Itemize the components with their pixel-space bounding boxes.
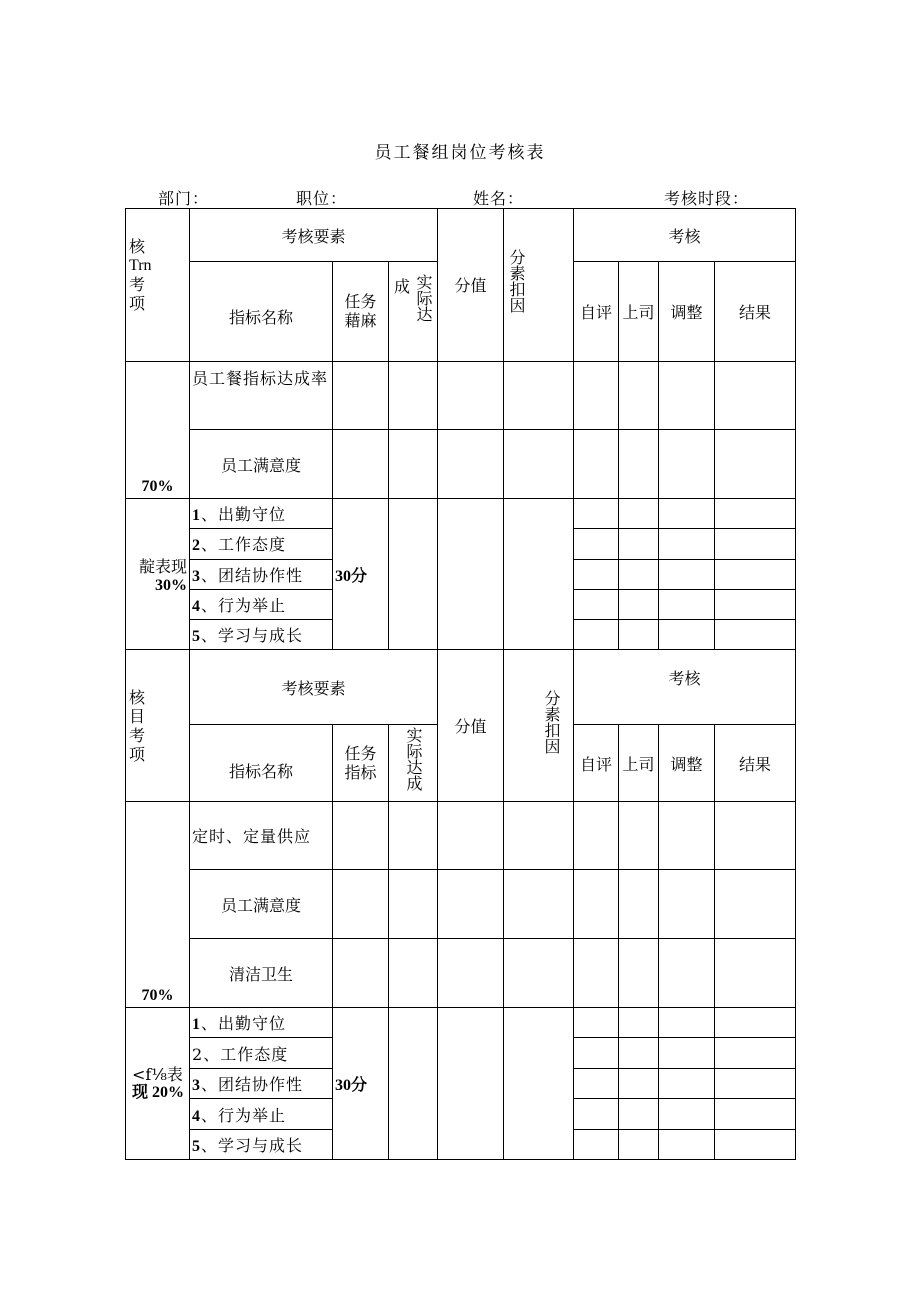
factors-header: 考核要素 [190, 650, 438, 725]
dept-label: 部门： [158, 189, 210, 208]
rating-cell[interactable] [659, 802, 715, 870]
name-label: 姓名： [473, 189, 525, 208]
boss-header: 上司 [619, 262, 659, 361]
rating-cell[interactable] [619, 1130, 659, 1160]
rating-cell[interactable] [574, 429, 619, 498]
rating-cell[interactable] [659, 499, 715, 529]
item-header: 核 目 考 项 [126, 650, 190, 802]
rating-cell[interactable] [619, 1008, 659, 1038]
self-header: 自评 [574, 262, 619, 361]
behavior-label-cell: <f⅛表 现 20% [126, 1008, 190, 1160]
kpi-item: 清洁卫生 [190, 939, 333, 1008]
behavior-score: 30分 [333, 1008, 389, 1160]
assessment-table-2 [125, 649, 796, 1160]
rating-cell[interactable] [715, 589, 796, 619]
blank-cell [333, 429, 389, 498]
rating-cell[interactable] [619, 429, 659, 498]
assessment-table-1 [125, 208, 796, 650]
blank-cell [389, 802, 438, 870]
blank-cell [333, 870, 389, 939]
position-label: 职位： [296, 189, 348, 208]
rating-cell[interactable] [619, 802, 659, 870]
rating-cell[interactable] [574, 1130, 619, 1160]
rating-cell[interactable] [574, 589, 619, 619]
rating-cell[interactable] [715, 870, 796, 939]
behavior-score: 30分 [333, 499, 389, 650]
rating-cell[interactable] [715, 619, 796, 649]
rating-cell[interactable] [659, 1130, 715, 1160]
behavior-item: 5、学习与成长 [190, 619, 333, 649]
rating-cell[interactable] [574, 1008, 619, 1038]
blank-cell [438, 361, 504, 429]
score-header: 分值 [438, 650, 504, 802]
rating-cell[interactable] [659, 619, 715, 649]
task-header: 任务 藉麻 [333, 262, 389, 361]
rating-cell[interactable] [619, 1069, 659, 1099]
adjust-header: 调整 [659, 262, 715, 361]
blank-cell [438, 939, 504, 1008]
rating-cell[interactable] [715, 1069, 796, 1099]
blank-cell [504, 1008, 574, 1160]
blank-cell [504, 870, 574, 939]
score-header: 分值 [438, 209, 504, 362]
behavior-item: 3、团结协作性 [190, 559, 333, 589]
period-label: 考核时段： [664, 189, 750, 208]
blank-cell [438, 802, 504, 870]
indicator-header: 指标名称 [190, 262, 333, 361]
kpi-item: 员工餐指标达成率 [190, 361, 333, 429]
blank-cell [504, 802, 574, 870]
rating-cell[interactable] [574, 1038, 619, 1069]
page-title: 员工餐组岗位考核表 [374, 143, 546, 163]
rating-cell[interactable] [715, 499, 796, 529]
actual-header: 成 实际达 [389, 262, 438, 361]
rating-cell[interactable] [619, 939, 659, 1008]
rating-cell[interactable] [659, 429, 715, 498]
rating-cell[interactable] [715, 1099, 796, 1130]
rating-cell[interactable] [659, 529, 715, 559]
kpi-weight-cell [126, 802, 190, 1008]
rating-cell[interactable] [574, 939, 619, 1008]
blank-cell [389, 939, 438, 1008]
blank-cell [389, 870, 438, 939]
kpi-weight-cell [126, 361, 190, 499]
rating-cell[interactable] [574, 870, 619, 939]
result-header: 结果 [715, 262, 796, 361]
behavior-item: 5、学习与成长 [190, 1130, 333, 1160]
rating-cell[interactable] [619, 529, 659, 559]
rating-cell[interactable] [574, 529, 619, 559]
blank-cell [438, 1008, 504, 1160]
rating-cell[interactable] [659, 589, 715, 619]
rating-cell[interactable] [574, 802, 619, 870]
self-header: 自评 [574, 725, 619, 802]
rating-cell[interactable] [619, 870, 659, 939]
rating-cell[interactable] [619, 589, 659, 619]
assess-header: 考核 [574, 209, 796, 262]
kpi-item: 员工满意度 [190, 870, 333, 939]
indicator-header: 指标名称 [190, 725, 333, 802]
actual-header: 实际达成 [389, 725, 438, 802]
kpi-weight: 70% [141, 478, 174, 496]
rating-cell[interactable] [574, 1099, 619, 1130]
rating-cell[interactable] [715, 429, 796, 498]
rating-cell[interactable] [659, 1069, 715, 1099]
rating-cell[interactable] [659, 1038, 715, 1069]
task-header: 任务 指标 [333, 725, 389, 802]
rating-cell[interactable] [619, 1038, 659, 1069]
blank-cell [504, 939, 574, 1008]
rating-cell[interactable] [659, 559, 715, 589]
adjust-header: 调整 [659, 725, 715, 802]
item-header: 核 Trn 考 项 [126, 209, 190, 362]
behavior-item: 1、出勤守位 [190, 1008, 333, 1038]
blank-cell [389, 1008, 438, 1160]
rating-cell[interactable] [715, 529, 796, 559]
factors-header: 考核要素 [190, 209, 438, 262]
kpi-item: 员工满意度 [190, 429, 333, 498]
rating-cell[interactable] [619, 619, 659, 649]
behavior-item: 3、团结协作性 [190, 1069, 333, 1099]
blank-cell [438, 870, 504, 939]
blank-cell [389, 429, 438, 498]
blank-cell [333, 802, 389, 870]
rating-cell[interactable] [574, 499, 619, 529]
deduct-header: 分素扣因 [504, 209, 574, 362]
rating-cell[interactable] [715, 802, 796, 870]
rating-cell[interactable] [619, 1099, 659, 1130]
rating-cell[interactable] [574, 559, 619, 589]
kpi-weight: 70% [141, 987, 174, 1004]
rating-cell[interactable] [574, 619, 619, 649]
rating-cell[interactable] [715, 1130, 796, 1160]
assess-header: 考核 [574, 650, 796, 725]
rating-cell[interactable] [619, 361, 659, 429]
rating-cell[interactable] [574, 1069, 619, 1099]
behavior-label-cell: 靛表现 30% [126, 499, 190, 650]
blank-cell [504, 499, 574, 650]
blank-cell [333, 361, 389, 429]
boss-header: 上司 [619, 725, 659, 802]
blank-cell [438, 499, 504, 650]
rating-cell[interactable] [715, 1008, 796, 1038]
kpi-item: 定时、定量供应 [190, 802, 333, 870]
behavior-item: 2、工作态度 [190, 529, 333, 559]
rating-cell[interactable] [659, 1008, 715, 1038]
behavior-item: 4、行为举止 [190, 589, 333, 619]
rating-cell[interactable] [659, 870, 715, 939]
deduct-header: 分素扣因 [504, 650, 574, 802]
blank-cell [333, 939, 389, 1008]
rating-cell[interactable] [574, 361, 619, 429]
behavior-item: 1、出勤守位 [190, 499, 333, 529]
rating-cell[interactable] [619, 559, 659, 589]
rating-cell[interactable] [715, 1038, 796, 1069]
result-header: 结果 [715, 725, 796, 802]
behavior-item: 4、行为举止 [190, 1099, 333, 1130]
rating-cell[interactable] [715, 361, 796, 429]
rating-cell[interactable] [715, 939, 796, 1008]
blank-cell [389, 499, 438, 650]
rating-cell[interactable] [619, 499, 659, 529]
blank-cell [389, 361, 438, 429]
rating-cell[interactable] [659, 361, 715, 429]
blank-cell [438, 429, 504, 498]
blank-cell [504, 429, 574, 498]
rating-cell[interactable] [659, 939, 715, 1008]
rating-cell[interactable] [715, 559, 796, 589]
blank-cell [504, 361, 574, 429]
rating-cell[interactable] [659, 1099, 715, 1130]
behavior-item: 2、工作态度 [190, 1038, 333, 1069]
